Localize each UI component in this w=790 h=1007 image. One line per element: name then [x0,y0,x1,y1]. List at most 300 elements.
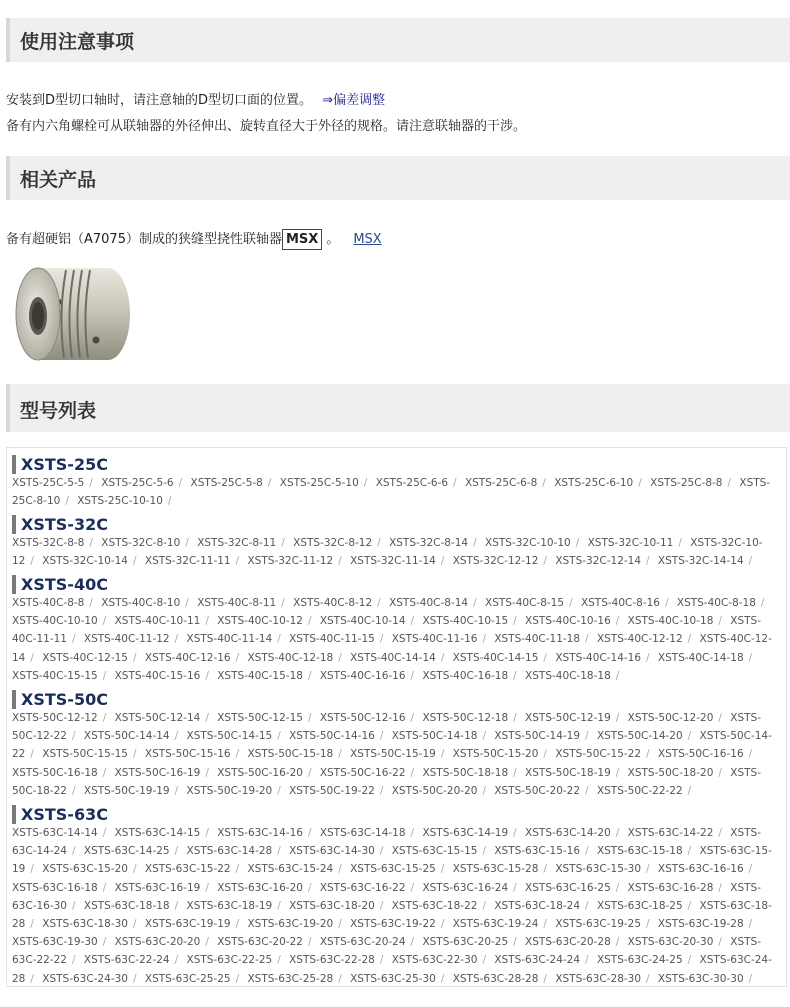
model-link[interactable]: XSTS-63C-20-28 [525,936,611,949]
separator: / [379,730,384,743]
separator: / [338,918,342,931]
model-link[interactable]: XSTS-40C-18-18 [525,669,611,682]
model-link[interactable]: XSTS-40C-12-16 [144,651,231,664]
separator: / [513,881,517,894]
model-link[interactable]: XSTS-63C-14-20 [525,827,611,839]
model-link[interactable]: XSTS-32C-10-14 [42,555,128,568]
separator: / [513,936,517,949]
model-link[interactable]: XSTS-50C-15-19 [350,748,436,761]
model-link[interactable]: XSTS-63C-14-19 [422,827,509,839]
model-link[interactable]: XSTS-50C-19-19 [83,784,170,797]
model-link[interactable]: XSTS-50C-12-16 [319,712,406,724]
msx-boxed-label: MSX [282,229,322,250]
group-list-xsts-25c [12,474,782,510]
separator: / [307,712,312,724]
separator: / [748,651,753,664]
model-link[interactable]: XSTS-63C-30-30 [657,972,744,985]
model-link[interactable]: XSTS-63C-15-16 [494,845,581,858]
group-list-xsts-50c [12,709,782,800]
group-title-xsts-40c[interactable]: XSTS-40C [12,575,108,594]
model-link[interactable]: XSTS-32C-10-12 [12,537,763,568]
model-link[interactable]: XSTS-40C-12-14 [12,633,772,664]
model-link[interactable]: XSTS-63C-19-20 [247,918,334,931]
separator: / [185,537,189,549]
model-list-title: 型号列表 [20,400,97,422]
model-link[interactable]: XSTS-63C-19-25 [555,918,642,931]
separator: / [185,597,189,609]
model-link[interactable]: XSTS-63C-19-19 [144,918,231,931]
separator: / [687,784,692,797]
separator: / [205,615,209,628]
model-link[interactable]: XSTS-40C-16-16 [319,669,406,682]
model-link[interactable]: XSTS-32C-8-14 [389,537,469,549]
separator: / [102,881,107,894]
model-link[interactable]: XSTS-50C-12-19 [525,712,611,724]
model-link[interactable]: XSTS-40C-12-18 [247,651,334,664]
model-list-box [6,447,787,987]
separator: / [277,730,281,743]
group-title-xsts-63c[interactable]: XSTS-63C [12,805,108,824]
model-link[interactable]: XSTS-63C-15-25 [350,863,436,876]
model-link[interactable]: XSTS-40C-15-15 [12,669,98,682]
model-link[interactable]: XSTS-32C-8-8 [12,537,85,549]
model-link[interactable]: XSTS-50C-19-20 [186,784,273,797]
model-link[interactable]: XSTS-63C-28-30 [555,972,642,985]
separator: / [473,597,477,609]
model-link[interactable]: XSTS-63C-19-30 [12,936,98,949]
separator: / [482,954,486,967]
model-link[interactable]: XSTS-63C-14-18 [319,827,406,839]
separator: / [72,784,76,797]
related-text-before: 备有超硬铝（A7075）制成的狭缝型挠性联轴器 [6,232,282,247]
model-link[interactable]: XSTS-40C-8-10 [101,597,181,609]
model-link[interactable]: XSTS-50C-16-18 [12,766,98,779]
separator: / [174,899,179,912]
model-link[interactable]: XSTS-63C-20-30 [627,936,714,949]
model-link[interactable]: XSTS-63C-16-25 [525,881,611,894]
model-link[interactable]: XSTS-50C-19-22 [289,784,375,797]
model-link[interactable]: XSTS-40C-8-8 [12,597,85,609]
separator: / [569,597,573,609]
model-link[interactable]: XSTS-63C-18-22 [391,899,478,912]
separator: / [30,972,34,985]
model-link[interactable]: XSTS-50C-16-16 [657,748,744,761]
model-link[interactable]: XSTS-63C-15-30 [555,863,642,876]
model-link[interactable]: XSTS-32C-11-14 [350,555,436,568]
model-link[interactable]: XSTS-63C-22-28 [289,954,375,967]
separator: / [513,766,517,779]
separator: / [615,827,620,839]
model-link[interactable]: XSTS-50C-12-22 [12,712,761,743]
model-link[interactable]: XSTS-50C-16-20 [217,766,303,779]
model-link[interactable]: XSTS-40C-10-15 [422,615,509,628]
model-link[interactable]: XSTS-32C-10-11 [587,537,674,549]
separator: / [363,477,368,489]
model-link[interactable]: XSTS-40C-8-15 [485,597,565,609]
model-link[interactable]: XSTS-50C-14-18 [391,730,478,743]
model-link[interactable]: XSTS-63C-20-20 [114,936,201,949]
usage-note-1 [6,89,385,108]
model-link[interactable]: XSTS-63C-16-30 [12,881,761,912]
model-link[interactable]: XSTS-63C-18-18 [83,899,170,912]
model-link[interactable]: XSTS-40C-14-15 [452,651,539,664]
separator: / [379,954,384,967]
model-link[interactable]: XSTS-63C-24-25 [596,954,683,967]
model-link[interactable]: XSTS-32C-11-12 [247,555,334,568]
separator: / [132,748,137,761]
offset-adjustment-link[interactable]: ⇒偏差调整 [322,93,386,108]
model-link[interactable]: XSTS-63C-18-28 [12,899,772,931]
separator: / [473,537,477,549]
model-link[interactable]: XSTS-40C-10-18 [627,615,714,628]
model-link[interactable]: XSTS-32C-12-12 [452,555,539,568]
model-link[interactable]: XSTS-63C-20-22 [217,936,303,949]
separator: / [174,784,179,797]
separator: / [482,633,486,646]
model-link[interactable]: XSTS-63C-20-25 [422,936,509,949]
separator: / [687,899,692,912]
model-link[interactable]: XSTS-63C-28-28 [452,972,539,985]
model-link[interactable]: XSTS-32C-11-11 [144,555,231,568]
separator: / [585,730,589,743]
model-link[interactable]: XSTS-50C-18-19 [525,766,611,779]
model-link[interactable]: XSTS-40C-8-11 [197,597,277,609]
separator: / [646,651,650,664]
model-link[interactable]: XSTS-40C-11-16 [391,633,478,646]
separator: / [727,477,732,489]
related-products-header [6,156,790,200]
model-link[interactable]: XSTS-50C-18-18 [422,766,509,779]
separator: / [748,863,753,876]
separator: / [718,615,722,628]
separator: / [102,669,107,682]
model-link[interactable]: XSTS-50C-12-18 [422,712,509,724]
separator: / [277,954,281,967]
separator: / [174,845,179,858]
model-link[interactable]: XSTS-25C-5-5 [12,477,85,489]
model-link[interactable]: XSTS-50C-15-15 [42,748,128,761]
model-link[interactable]: XSTS-63C-14-15 [114,827,201,839]
model-link[interactable]: XSTS-63C-15-20 [42,863,128,876]
separator: / [102,827,107,839]
model-link[interactable]: XSTS-50C-22-22 [596,784,683,797]
separator: / [410,712,415,724]
separator: / [102,615,107,628]
model-link[interactable]: XSTS-63C-20-24 [319,936,406,949]
model-link[interactable]: XSTS-63C-22-24 [83,954,170,967]
model-link[interactable]: XSTS-40C-8-12 [293,597,373,609]
group-title-xsts-50c[interactable]: XSTS-50C [12,690,108,709]
separator: / [307,766,312,779]
msx-product-link[interactable]: MSX [353,232,382,247]
model-link[interactable]: XSTS-32C-14-14 [657,555,744,568]
model-link[interactable]: XSTS-50C-20-20 [391,784,478,797]
separator: / [646,972,650,985]
model-link[interactable]: XSTS-40C-11-11 [12,615,761,646]
model-link[interactable]: XSTS-63C-19-28 [657,918,744,931]
separator: / [205,881,209,894]
separator: / [585,954,589,967]
model-link[interactable]: XSTS-63C-15-19 [12,845,772,876]
separator: / [379,899,384,912]
model-link[interactable]: XSTS-40C-10-16 [525,615,611,628]
usage-notes-title: 使用注意事项 [20,31,135,53]
model-link[interactable]: XSTS-50C-14-14 [83,730,170,743]
group-title-xsts-25c[interactable]: XSTS-25C [12,455,108,474]
model-link[interactable]: XSTS-63C-24-24 [494,954,581,967]
model-link[interactable]: XSTS-50C-14-16 [289,730,375,743]
model-link[interactable]: XSTS-40C-10-12 [217,615,303,628]
model-link[interactable]: XSTS-25C-5-10 [279,477,359,489]
model-link[interactable]: XSTS-50C-15-18 [247,748,334,761]
model-link[interactable]: XSTS-63C-18-24 [494,899,581,912]
model-link[interactable]: XSTS-40C-10-14 [319,615,406,628]
separator: / [205,936,209,949]
model-link[interactable]: XSTS-25C-6-10 [554,477,634,489]
model-link[interactable]: XSTS-50C-12-14 [114,712,201,724]
separator: / [205,669,209,682]
model-link[interactable]: XSTS-40C-15-18 [217,669,303,682]
model-link[interactable]: XSTS-63C-18-19 [186,899,273,912]
model-link[interactable]: XSTS-63C-14-24 [12,827,761,858]
model-link[interactable]: XSTS-50C-18-22 [12,766,761,797]
model-link[interactable]: XSTS-63C-25-25 [144,972,231,985]
separator: / [132,918,137,931]
model-link[interactable]: XSTS-50C-12-20 [627,712,714,724]
model-link[interactable]: XSTS-63C-24-28 [12,954,772,985]
model-link[interactable]: XSTS-25C-6-8 [464,477,538,489]
separator: / [440,863,445,876]
separator: / [543,863,547,876]
model-link[interactable]: XSTS-63C-18-20 [289,899,375,912]
model-link[interactable]: XSTS-50C-18-20 [627,766,714,779]
model-link[interactable]: XSTS-40C-11-15 [289,633,375,646]
group-title-xsts-32c[interactable]: XSTS-32C [12,515,108,534]
model-link[interactable]: XSTS-40C-11-12 [83,633,170,646]
model-link[interactable]: XSTS-63C-14-16 [217,827,303,839]
separator: / [307,936,312,949]
separator: / [307,669,312,682]
model-link[interactable]: XSTS-63C-16-20 [217,881,303,894]
separator: / [235,918,240,931]
model-link[interactable]: XSTS-63C-14-22 [627,827,714,839]
separator: / [543,918,547,931]
model-link[interactable]: XSTS-25C-8-8 [650,477,723,489]
model-link[interactable]: XSTS-25C-8-10 [12,477,771,508]
model-link[interactable]: XSTS-63C-19-22 [350,918,436,931]
separator: / [338,555,342,568]
model-link[interactable]: XSTS-63C-16-24 [422,881,509,894]
model-link[interactable]: XSTS-40C-8-18 [676,597,756,609]
separator: / [174,730,179,743]
separator: / [410,827,415,839]
separator: / [482,845,486,858]
separator: / [440,555,445,568]
model-link[interactable]: XSTS-63C-18-25 [596,899,683,912]
model-link[interactable]: XSTS-32C-8-10 [101,537,181,549]
model-link[interactable]: XSTS-40C-10-10 [12,615,98,628]
group-list-xsts-40c [12,594,782,685]
model-link[interactable]: XSTS-40C-12-12 [596,633,683,646]
separator: / [281,597,285,609]
model-link[interactable]: XSTS-50C-20-22 [494,784,581,797]
separator: / [338,863,342,876]
separator: / [277,899,281,912]
separator: / [235,748,240,761]
model-link[interactable]: XSTS-32C-8-12 [293,537,373,549]
separator: / [718,936,722,949]
model-link[interactable]: XSTS-25C-6-6 [375,477,449,489]
separator: / [410,936,415,949]
separator: / [132,863,137,876]
model-link[interactable]: XSTS-50C-15-22 [555,748,642,761]
separator: / [178,477,183,489]
model-link[interactable]: XSTS-40C-11-18 [494,633,581,646]
separator: / [235,555,240,568]
model-link[interactable]: XSTS-63C-15-18 [596,845,683,858]
model-link[interactable]: XSTS-25C-5-6 [101,477,174,489]
model-link[interactable]: XSTS-63C-22-25 [186,954,273,967]
model-link[interactable]: XSTS-50C-15-16 [144,748,231,761]
model-link[interactable]: XSTS-50C-16-22 [319,766,406,779]
group-list-xsts-32c [12,534,782,570]
model-link[interactable]: XSTS-50C-16-19 [114,766,201,779]
separator: / [575,537,580,549]
model-link[interactable]: XSTS-63C-15-15 [391,845,478,858]
separator: / [30,748,34,761]
model-link[interactable]: XSTS-40C-11-14 [186,633,273,646]
model-link[interactable]: XSTS-50C-14-15 [186,730,273,743]
model-link[interactable]: XSTS-63C-19-24 [452,918,539,931]
separator: / [410,766,415,779]
separator: / [89,537,93,549]
model-link[interactable]: XSTS-63C-14-25 [83,845,170,858]
separator: / [205,827,209,839]
model-link[interactable]: XSTS-50C-14-19 [494,730,581,743]
model-link[interactable]: XSTS-63C-16-19 [114,881,201,894]
separator: / [543,748,547,761]
usage-note-2: 备有内六角螺栓可从联轴器的外径伸出、旋转直径大于外径的规格。请注意联轴器的干涉。 [6,119,527,134]
separator: / [167,495,172,508]
separator: / [410,615,415,628]
model-link[interactable]: XSTS-40C-16-18 [422,669,509,682]
separator: / [543,555,547,568]
model-link[interactable]: XSTS-40C-8-16 [580,597,660,609]
model-link[interactable]: XSTS-40C-15-16 [114,669,201,682]
separator: / [542,477,546,489]
separator: / [102,936,107,949]
separator: / [235,651,240,664]
model-link[interactable]: XSTS-32C-12-14 [555,555,642,568]
separator: / [585,784,589,797]
separator: / [102,766,107,779]
separator: / [482,784,486,797]
separator: / [307,881,312,894]
model-link[interactable]: XSTS-63C-22-30 [391,954,478,967]
model-link[interactable]: XSTS-63C-15-28 [452,863,539,876]
group-list-xsts-63c [12,824,782,988]
separator: / [748,555,753,568]
model-link[interactable]: XSTS-63C-14-14 [12,827,98,839]
separator: / [585,633,589,646]
model-link[interactable]: XSTS-63C-25-30 [350,972,436,985]
model-link[interactable]: XSTS-25C-5-8 [190,477,263,489]
model-link[interactable]: XSTS-50C-14-22 [12,730,772,761]
model-link[interactable]: XSTS-63C-14-28 [186,845,273,858]
usage-note-1-text: 安装到D型切口轴时，请注意轴的D型切口面的位置。 [6,93,313,108]
separator: / [205,766,209,779]
separator: / [687,730,692,743]
model-link[interactable]: XSTS-63C-14-30 [289,845,375,858]
model-link[interactable]: XSTS-40C-8-14 [389,597,469,609]
separator: / [687,633,692,646]
model-link[interactable]: XSTS-63C-16-16 [657,863,744,876]
separator: / [307,615,312,628]
separator: / [277,784,281,797]
separator: / [718,766,722,779]
model-link[interactable]: XSTS-50C-12-15 [217,712,303,724]
separator: / [513,669,517,682]
separator: / [748,972,753,985]
model-link[interactable]: XSTS-63C-15-22 [144,863,231,876]
model-link[interactable]: XSTS-63C-18-30 [42,918,128,931]
model-link[interactable]: XSTS-63C-25-28 [247,972,334,985]
model-link[interactable]: XSTS-63C-15-24 [247,863,334,876]
model-link[interactable]: XSTS-32C-8-11 [197,537,277,549]
separator: / [585,899,589,912]
separator: / [30,555,34,568]
model-link[interactable]: XSTS-32C-10-10 [485,537,571,549]
separator: / [615,615,620,628]
model-link[interactable]: XSTS-63C-16-18 [12,881,98,894]
model-link[interactable]: XSTS-63C-16-28 [627,881,714,894]
separator: / [235,972,240,985]
model-link[interactable]: XSTS-63C-16-22 [319,881,406,894]
model-link[interactable]: XSTS-25C-10-10 [77,495,163,508]
model-link[interactable]: XSTS-63C-22-22 [12,936,761,967]
model-link[interactable]: XSTS-40C-14-16 [555,651,642,664]
separator: / [410,881,415,894]
slit-coupling-image[interactable] [8,256,138,371]
separator: / [102,712,107,724]
model-link[interactable]: XSTS-50C-15-20 [452,748,539,761]
separator: / [338,748,342,761]
separator: / [377,597,381,609]
separator: / [338,651,342,664]
separator: / [65,495,69,508]
model-link[interactable]: XSTS-40C-14-18 [657,651,744,664]
model-link[interactable]: XSTS-50C-12-12 [12,712,98,724]
model-link[interactable]: XSTS-40C-10-11 [114,615,201,628]
separator: / [646,748,650,761]
model-link[interactable]: XSTS-63C-24-30 [42,972,128,985]
model-link[interactable]: XSTS-50C-14-20 [596,730,683,743]
model-link[interactable]: XSTS-40C-12-15 [42,651,128,664]
separator: / [72,845,76,858]
separator: / [760,597,765,609]
usage-notes-header [6,18,790,62]
separator: / [615,712,620,724]
separator: / [277,845,281,858]
separator: / [543,972,547,985]
separator: / [482,730,486,743]
separator: / [277,633,281,646]
separator: / [687,954,692,967]
separator: / [748,748,753,761]
separator: / [205,712,209,724]
model-link[interactable]: XSTS-40C-14-14 [350,651,436,664]
separator: / [30,651,34,664]
